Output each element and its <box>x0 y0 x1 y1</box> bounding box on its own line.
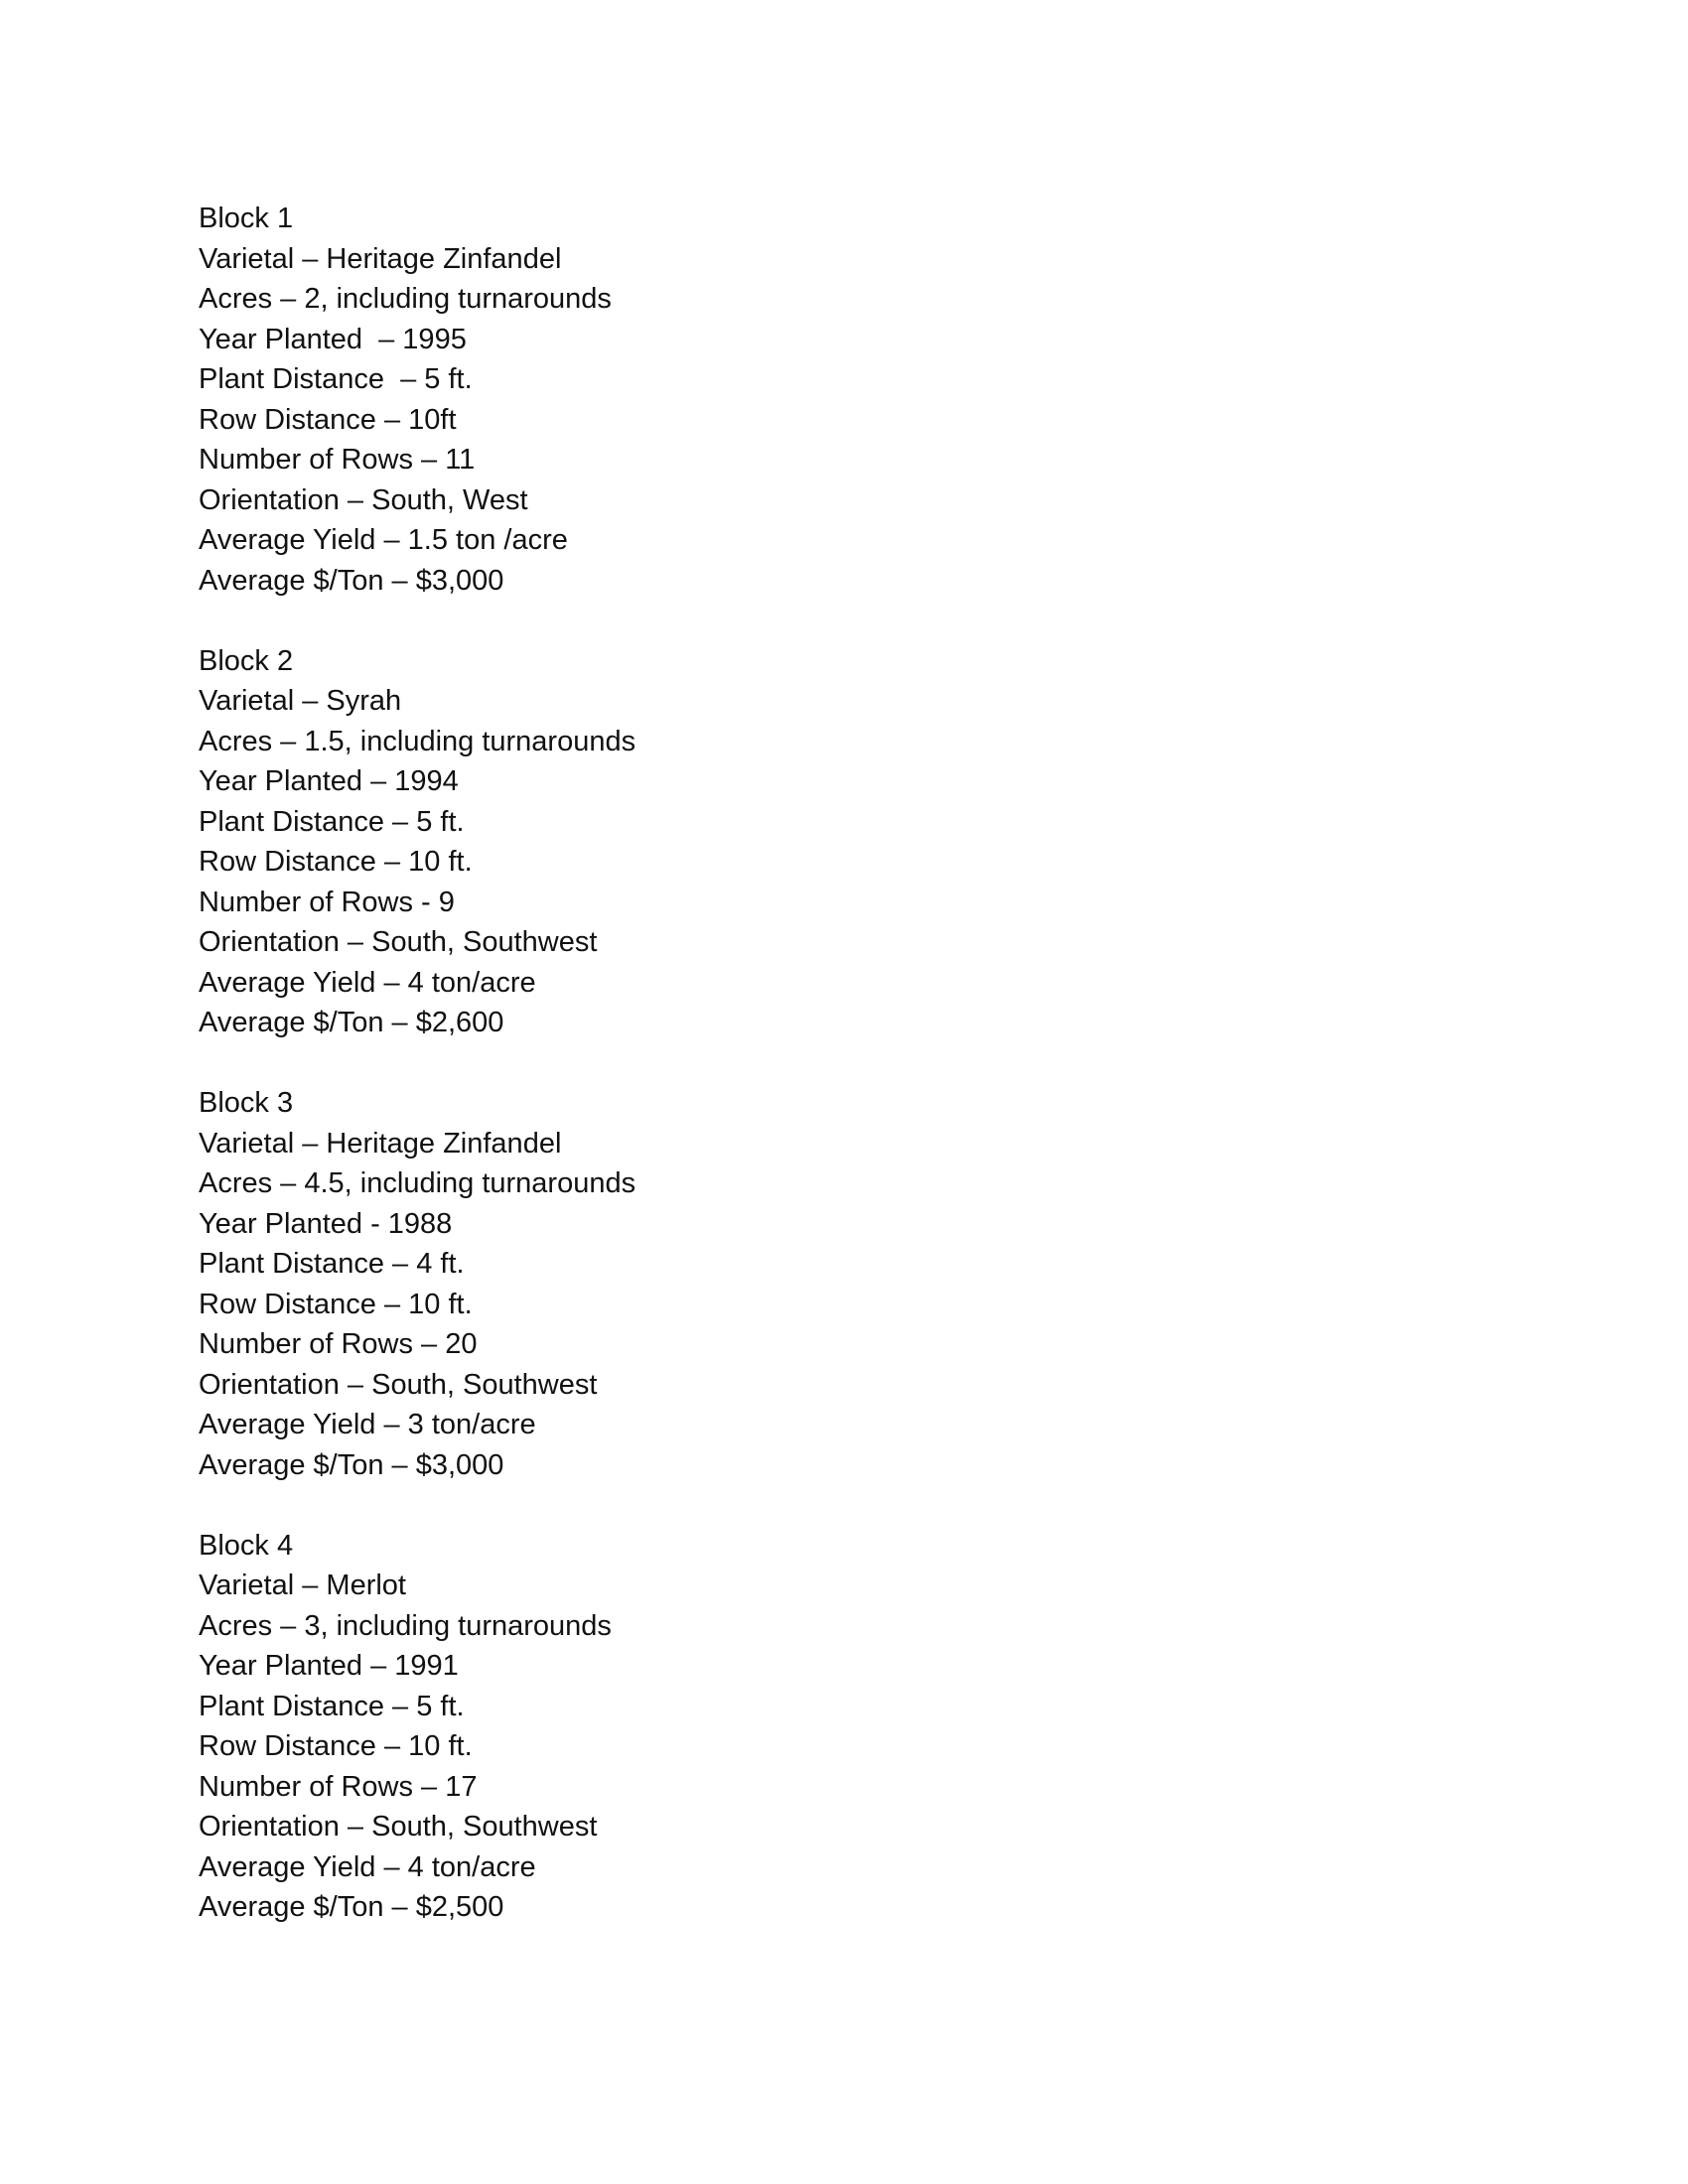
plant-distance-line: Plant Distance – 5 ft. <box>199 1690 465 1722</box>
block-title: Block 3 <box>199 1087 294 1119</box>
varietal-line: Varietal – Heritage Zinfandel <box>199 242 562 275</box>
document-body <box>199 199 1489 1968</box>
plant-distance-line: Plant Distance – 5 ft. <box>199 363 473 395</box>
acres-line: Acres – 3, including turnarounds <box>199 1609 612 1642</box>
block-title: Block 1 <box>199 203 294 234</box>
average-price-per-ton-line: Average $/Ton – $3,000 <box>199 564 504 597</box>
average-price-per-ton-line: Average $/Ton – $2,500 <box>199 1891 504 1923</box>
acres-line: Acres – 4.5, including turnarounds <box>199 1167 636 1199</box>
orientation-line: Orientation – South, West <box>199 483 528 516</box>
varietal-line: Varietal – Heritage Zinfandel <box>199 1127 562 1160</box>
row-distance-line: Row Distance – 10ft <box>199 403 457 436</box>
number-of-rows-line: Number of Rows – 11 <box>199 444 476 476</box>
average-yield-line: Average Yield – 4 ton/acre <box>199 966 536 999</box>
varietal-line: Varietal – Merlot <box>199 1570 406 1601</box>
orientation-line: Orientation – South, Southwest <box>199 1368 598 1401</box>
row-distance-line: Row Distance – 10 ft. <box>199 1288 473 1320</box>
number-of-rows-line: Number of Rows – 17 <box>199 1770 478 1803</box>
vineyard-block-2 <box>199 641 1489 1043</box>
year-planted-line: Year Planted – 1994 <box>199 765 459 797</box>
orientation-line: Orientation – South, Southwest <box>199 926 598 958</box>
year-planted-line: Year Planted – 1995 <box>199 323 467 355</box>
row-distance-line: Row Distance – 10 ft. <box>199 1730 473 1762</box>
vineyard-block-1 <box>199 199 1489 601</box>
number-of-rows-line: Number of Rows – 20 <box>199 1328 478 1360</box>
block-title: Block 4 <box>199 1529 294 1562</box>
average-yield-line: Average Yield – 3 ton/acre <box>199 1409 536 1440</box>
number-of-rows-line: Number of Rows - 9 <box>199 886 455 918</box>
orientation-line: Orientation – South, Southwest <box>199 1811 598 1843</box>
average-yield-line: Average Yield – 4 ton/acre <box>199 1850 536 1883</box>
plant-distance-line: Plant Distance – 4 ft. <box>199 1248 465 1280</box>
average-price-per-ton-line: Average $/Ton – $3,000 <box>199 1448 504 1481</box>
year-planted-line: Year Planted - 1988 <box>199 1207 453 1240</box>
row-distance-line: Row Distance – 10 ft. <box>199 846 473 878</box>
vineyard-block-3 <box>199 1083 1489 1485</box>
varietal-line: Varietal – Syrah <box>199 685 402 717</box>
acres-line: Acres – 1.5, including turnarounds <box>199 725 636 757</box>
vineyard-block-4 <box>199 1526 1489 1928</box>
acres-line: Acres – 2, including turnarounds <box>199 283 612 315</box>
average-yield-line: Average Yield – 1.5 ton /acre <box>199 524 568 556</box>
average-price-per-ton-line: Average $/Ton – $2,600 <box>199 1007 504 1038</box>
plant-distance-line: Plant Distance – 5 ft. <box>199 805 465 838</box>
block-title: Block 2 <box>199 644 294 677</box>
year-planted-line: Year Planted – 1991 <box>199 1650 459 1682</box>
